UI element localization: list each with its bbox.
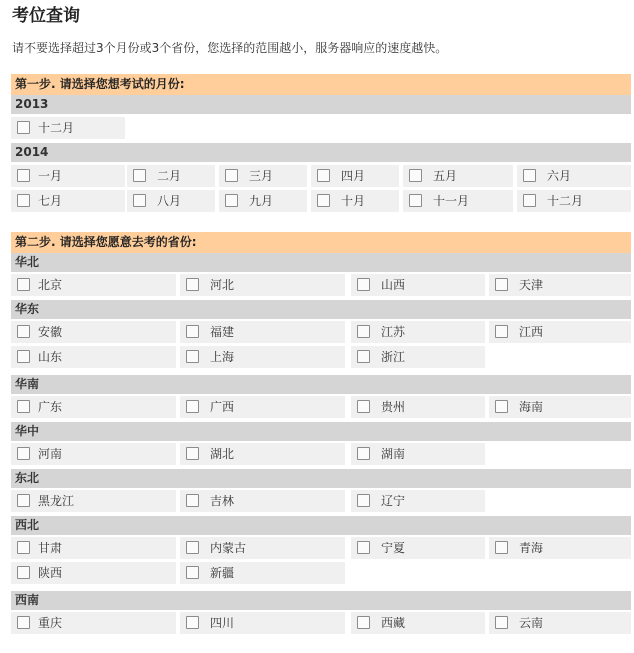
checkbox-label: 内蒙古 xyxy=(210,541,247,555)
checkbox-label: 甘肃 xyxy=(38,541,63,555)
province-checkbox-item[interactable] xyxy=(351,346,485,368)
checkbox-label: 西藏 xyxy=(381,616,406,630)
month-checkbox-item[interactable] xyxy=(127,190,215,212)
region-header: 西北 xyxy=(11,516,631,535)
region-header: 华南 xyxy=(11,375,631,394)
region-header: 华东 xyxy=(11,300,631,319)
checkbox-label: 江西 xyxy=(519,325,544,339)
month-checkbox-item[interactable] xyxy=(403,190,513,212)
month-checkbox-item[interactable] xyxy=(11,165,125,187)
region-header: 华中 xyxy=(11,422,631,441)
checkbox-label: 八月 xyxy=(157,194,182,208)
province-checkbox-item[interactable] xyxy=(351,537,485,559)
checkbox[interactable] xyxy=(186,447,199,460)
month-checkbox-item[interactable] xyxy=(311,165,399,187)
province-checkbox-item[interactable] xyxy=(489,321,631,343)
month-checkbox-item[interactable] xyxy=(403,165,513,187)
region-header: 华北 xyxy=(11,253,631,272)
checkbox-label: 云南 xyxy=(519,616,544,630)
checkbox-label: 浙江 xyxy=(381,350,406,364)
province-checkbox-item[interactable] xyxy=(180,612,345,634)
province-checkbox-item[interactable] xyxy=(351,443,485,465)
checkbox-label: 湖北 xyxy=(210,447,235,461)
checkbox[interactable] xyxy=(495,616,508,629)
province-checkbox-item[interactable] xyxy=(351,321,485,343)
page-description: 请不要选择超过3个月份或3个省份，您选择的范围越小，服务器响应的速度越快。 xyxy=(12,41,448,55)
step2-header: 第二步. 请选择您愿意去考的省份: xyxy=(11,232,631,253)
province-checkbox-item[interactable] xyxy=(351,396,485,418)
checkbox-label: 十二月 xyxy=(547,194,584,208)
province-checkbox-item[interactable] xyxy=(489,396,631,418)
checkbox-label: 十二月 xyxy=(38,121,75,135)
province-checkbox-item[interactable] xyxy=(11,490,176,512)
province-checkbox-item[interactable] xyxy=(11,612,176,634)
checkbox[interactable] xyxy=(17,541,30,554)
checkbox-label: 山西 xyxy=(381,278,406,292)
month-checkbox-item[interactable] xyxy=(11,117,125,139)
checkbox[interactable] xyxy=(357,350,370,363)
checkbox[interactable] xyxy=(17,350,30,363)
checkbox[interactable] xyxy=(186,616,199,629)
checkbox[interactable] xyxy=(225,169,238,182)
checkbox[interactable] xyxy=(357,325,370,338)
checkbox-label: 河北 xyxy=(210,278,235,292)
checkbox[interactable] xyxy=(17,616,30,629)
checkbox-label: 一月 xyxy=(38,169,63,183)
checkbox-label: 陕西 xyxy=(38,566,63,580)
year-header-2013: 2013 xyxy=(11,95,631,114)
province-checkbox-item[interactable] xyxy=(11,537,176,559)
checkbox-label: 重庆 xyxy=(38,616,63,630)
checkbox[interactable] xyxy=(186,566,199,579)
checkbox[interactable] xyxy=(17,194,30,207)
checkbox-label: 广东 xyxy=(38,400,63,414)
step1-header: 第一步. 请选择您想考试的月份: xyxy=(11,74,631,95)
province-checkbox-item[interactable] xyxy=(489,537,631,559)
province-checkbox-item[interactable] xyxy=(180,443,345,465)
checkbox-label: 二月 xyxy=(157,169,182,183)
checkbox[interactable] xyxy=(17,494,30,507)
checkbox-label: 福建 xyxy=(210,325,235,339)
checkbox[interactable] xyxy=(523,169,536,182)
province-checkbox-item[interactable] xyxy=(11,562,176,584)
checkbox-label: 十一月 xyxy=(433,194,470,208)
checkbox-label: 青海 xyxy=(519,541,544,555)
province-checkbox-item[interactable] xyxy=(180,537,345,559)
checkbox-label: 山东 xyxy=(38,350,63,364)
checkbox[interactable] xyxy=(186,400,199,413)
province-checkbox-item[interactable] xyxy=(180,396,345,418)
checkbox[interactable] xyxy=(409,169,422,182)
page-title: 考位查询 xyxy=(12,6,80,26)
checkbox[interactable] xyxy=(357,447,370,460)
checkbox[interactable] xyxy=(357,541,370,554)
checkbox[interactable] xyxy=(523,194,536,207)
checkbox[interactable] xyxy=(133,169,146,182)
year-header-2014: 2014 xyxy=(11,143,631,162)
checkbox-label: 江苏 xyxy=(381,325,406,339)
checkbox[interactable] xyxy=(495,278,508,291)
checkbox-label: 河南 xyxy=(38,447,63,461)
checkbox-label: 贵州 xyxy=(381,400,406,414)
checkbox[interactable] xyxy=(17,278,30,291)
month-checkbox-item[interactable] xyxy=(127,165,215,187)
month-checkbox-item[interactable] xyxy=(219,165,307,187)
checkbox[interactable] xyxy=(225,194,238,207)
checkbox-label: 三月 xyxy=(249,169,274,183)
province-checkbox-item[interactable] xyxy=(351,612,485,634)
province-checkbox-item[interactable] xyxy=(180,321,345,343)
checkbox[interactable] xyxy=(495,400,508,413)
province-checkbox-item[interactable] xyxy=(489,612,631,634)
checkbox[interactable] xyxy=(317,169,330,182)
checkbox-label: 海南 xyxy=(519,400,544,414)
checkbox[interactable] xyxy=(495,541,508,554)
checkbox[interactable] xyxy=(357,494,370,507)
checkbox[interactable] xyxy=(17,400,30,413)
checkbox-label: 黑龙江 xyxy=(38,494,75,508)
checkbox[interactable] xyxy=(17,169,30,182)
checkbox[interactable] xyxy=(17,447,30,460)
checkbox-label: 天津 xyxy=(519,278,544,292)
checkbox-label: 五月 xyxy=(433,169,458,183)
checkbox[interactable] xyxy=(409,194,422,207)
province-checkbox-item[interactable] xyxy=(351,274,485,296)
month-checkbox-item[interactable] xyxy=(11,190,125,212)
checkbox[interactable] xyxy=(357,278,370,291)
checkbox-label: 宁夏 xyxy=(381,541,406,555)
checkbox-label: 安徽 xyxy=(38,325,63,339)
checkbox[interactable] xyxy=(17,121,30,134)
region-header: 西南 xyxy=(11,591,631,610)
province-checkbox-item[interactable] xyxy=(180,490,345,512)
checkbox-label: 新疆 xyxy=(210,566,235,580)
checkbox[interactable] xyxy=(495,325,508,338)
province-checkbox-item[interactable] xyxy=(11,396,176,418)
checkbox-label: 四月 xyxy=(341,169,366,183)
checkbox-label: 湖南 xyxy=(381,447,406,461)
checkbox[interactable] xyxy=(317,194,330,207)
province-checkbox-item[interactable] xyxy=(489,274,631,296)
province-checkbox-item[interactable] xyxy=(351,490,485,512)
province-checkbox-item[interactable] xyxy=(180,274,345,296)
checkbox-label: 四川 xyxy=(210,616,235,630)
checkbox[interactable] xyxy=(186,350,199,363)
checkbox[interactable] xyxy=(186,541,199,554)
month-checkbox-item[interactable] xyxy=(517,190,631,212)
checkbox[interactable] xyxy=(186,494,199,507)
checkbox-label: 六月 xyxy=(547,169,572,183)
province-checkbox-item[interactable] xyxy=(11,346,176,368)
checkbox[interactable] xyxy=(357,400,370,413)
checkbox-label: 九月 xyxy=(249,194,274,208)
checkbox-label: 北京 xyxy=(38,278,63,292)
province-checkbox-item[interactable] xyxy=(11,274,176,296)
checkbox[interactable] xyxy=(186,278,199,291)
checkbox-label: 辽宁 xyxy=(381,494,406,508)
province-checkbox-item[interactable] xyxy=(180,562,345,584)
checkbox[interactable] xyxy=(186,325,199,338)
checkbox-label: 十月 xyxy=(341,194,366,208)
month-checkbox-item[interactable] xyxy=(219,190,307,212)
checkbox[interactable] xyxy=(357,616,370,629)
checkbox-label: 广西 xyxy=(210,400,235,414)
checkbox[interactable] xyxy=(17,566,30,579)
province-checkbox-item[interactable] xyxy=(180,346,345,368)
region-header: 东北 xyxy=(11,469,631,488)
month-checkbox-item[interactable] xyxy=(517,165,631,187)
checkbox-label: 上海 xyxy=(210,350,235,364)
province-checkbox-item[interactable] xyxy=(11,443,176,465)
checkbox-label: 吉林 xyxy=(210,494,235,508)
checkbox[interactable] xyxy=(17,325,30,338)
month-checkbox-item[interactable] xyxy=(311,190,399,212)
province-checkbox-item[interactable] xyxy=(11,321,176,343)
checkbox[interactable] xyxy=(133,194,146,207)
checkbox-label: 七月 xyxy=(38,194,63,208)
